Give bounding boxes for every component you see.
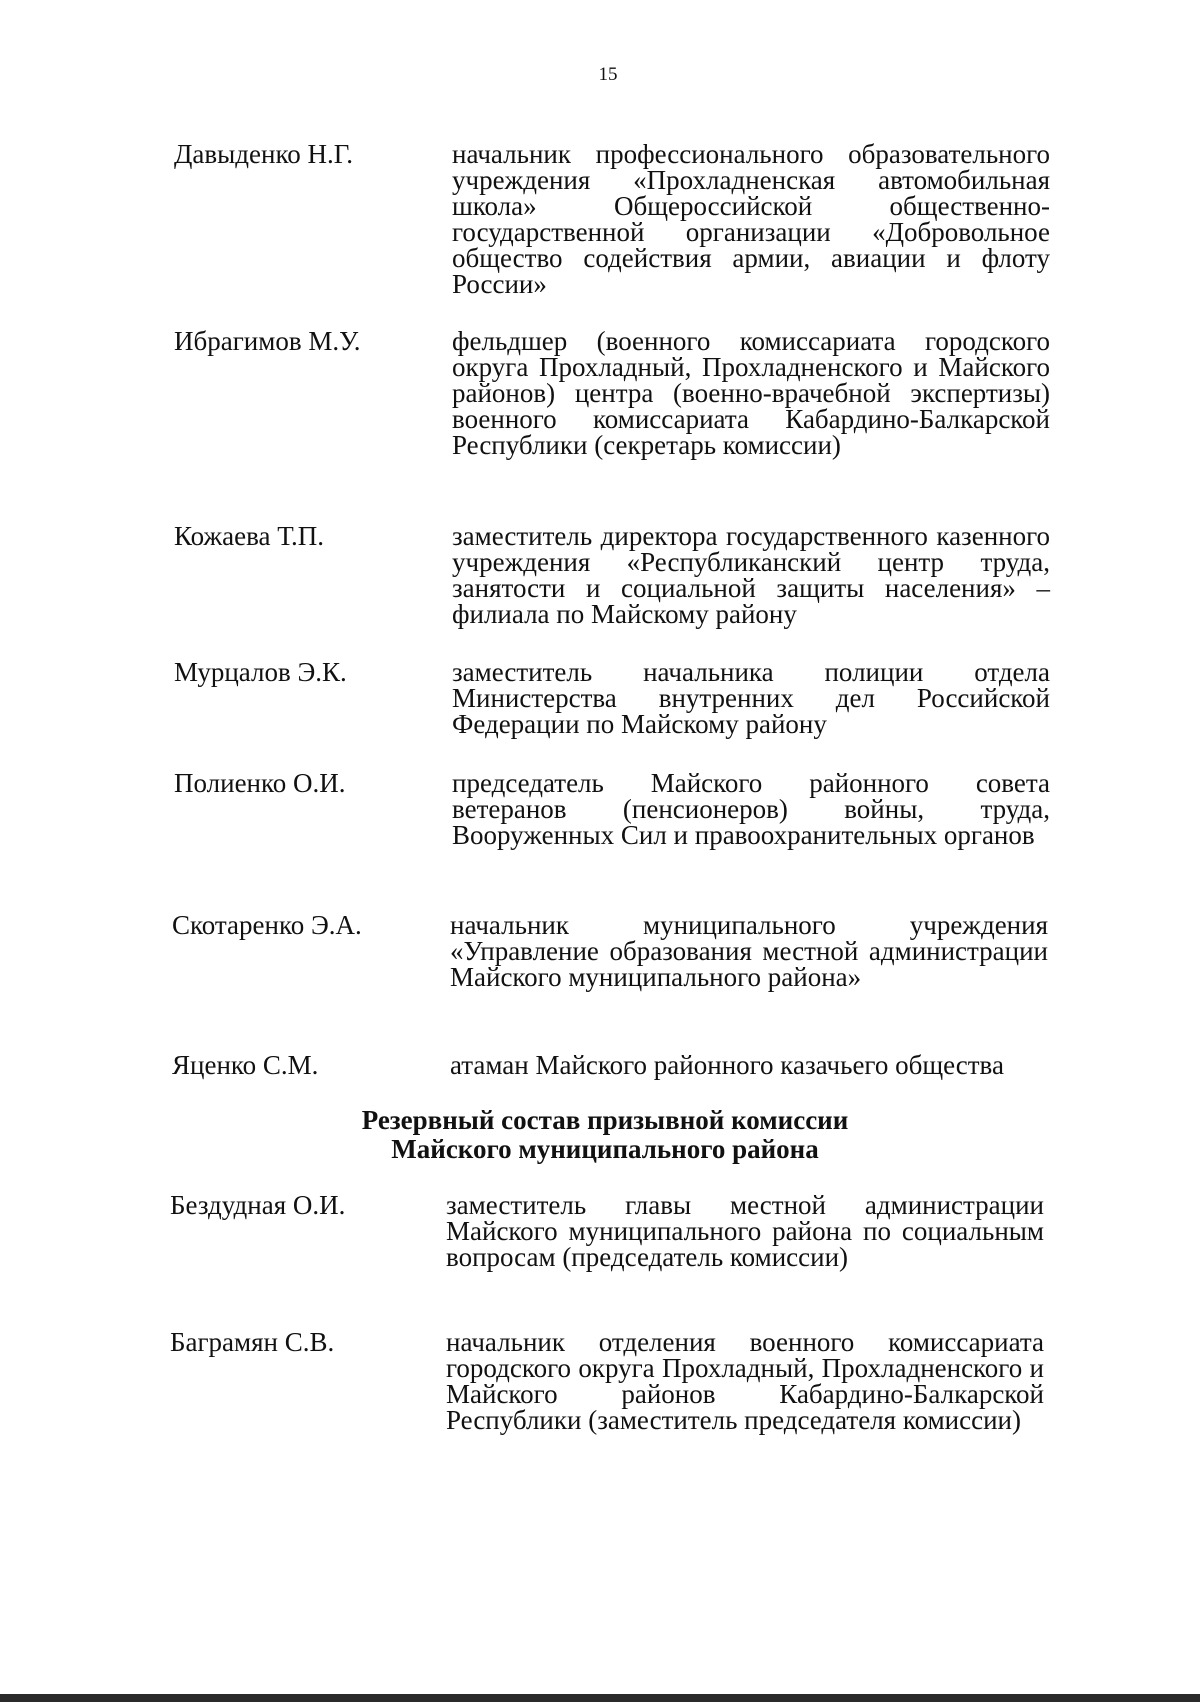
member-role: начальник профессионального образовательного учреждения «Прохладненская автомобильная школа» Общероссийской общественно-государственной организации «Добровольное общество содействия армии, авиации и флоту России» — [452, 139, 1050, 299]
scan-edge-divider — [0, 1694, 1200, 1702]
member-name: Давыденко Н.Г. — [174, 139, 354, 169]
member-role: председатель Майского районного совета ветеранов (пенсионеров) войны, труда, Вооруженных Сил и правоохранительных органов — [452, 768, 1050, 850]
member-name: Скотаренко Э.А. — [172, 910, 362, 940]
member-name: Мурцалов Э.К. — [174, 657, 347, 687]
member-role: начальник отделения военного комиссариата городского округа Прохладный, Прохладненского и Майского районов Кабардино-Балкарской Республики (заместитель председателя комиссии) — [446, 1327, 1044, 1435]
reserve-section-title — [0, 1106, 1200, 1164]
page-number: 15 — [598, 64, 618, 85]
member-name: Кожаева Т.П. — [174, 521, 325, 551]
member-name: Бездудная О.И. — [170, 1190, 346, 1220]
member-role: начальник муниципального учреждения «Управление образования местной администрации Майского муниципального района» — [450, 910, 1048, 992]
member-name: Баграмян С.В. — [170, 1327, 335, 1357]
member-role: атаман Майского районного казачьего общества — [450, 1050, 1004, 1080]
member-name: Яценко С.М. — [172, 1050, 319, 1080]
reserve-section-title-line2: Майского муниципального района — [391, 1134, 819, 1164]
reserve-section-title-line1: Резервный состав призывной комиссии — [361, 1105, 849, 1135]
member-name: Полиенко О.И. — [174, 768, 346, 798]
member-role: заместитель директора государственного казенного учреждения «Республиканский центр труда, занятости и социальной защиты населения» – филиала по Майскому району — [452, 521, 1050, 629]
member-role: фельдшер (военного комиссариата городского округа Прохладный, Прохладненского и Майского районов) центра (военно-врачебной экспертизы) военного комиссариата Кабардино-Балкарской Республики (секретарь комиссии) — [452, 326, 1050, 460]
member-role: заместитель начальника полиции отдела Министерства внутренних дел Российской Федерации по Майскому району — [452, 657, 1050, 739]
member-name: Ибрагимов М.У. — [174, 326, 361, 356]
member-role: заместитель главы местной администрации Майского муниципального района по социальным вопросам (председатель комиссии) — [446, 1190, 1044, 1272]
